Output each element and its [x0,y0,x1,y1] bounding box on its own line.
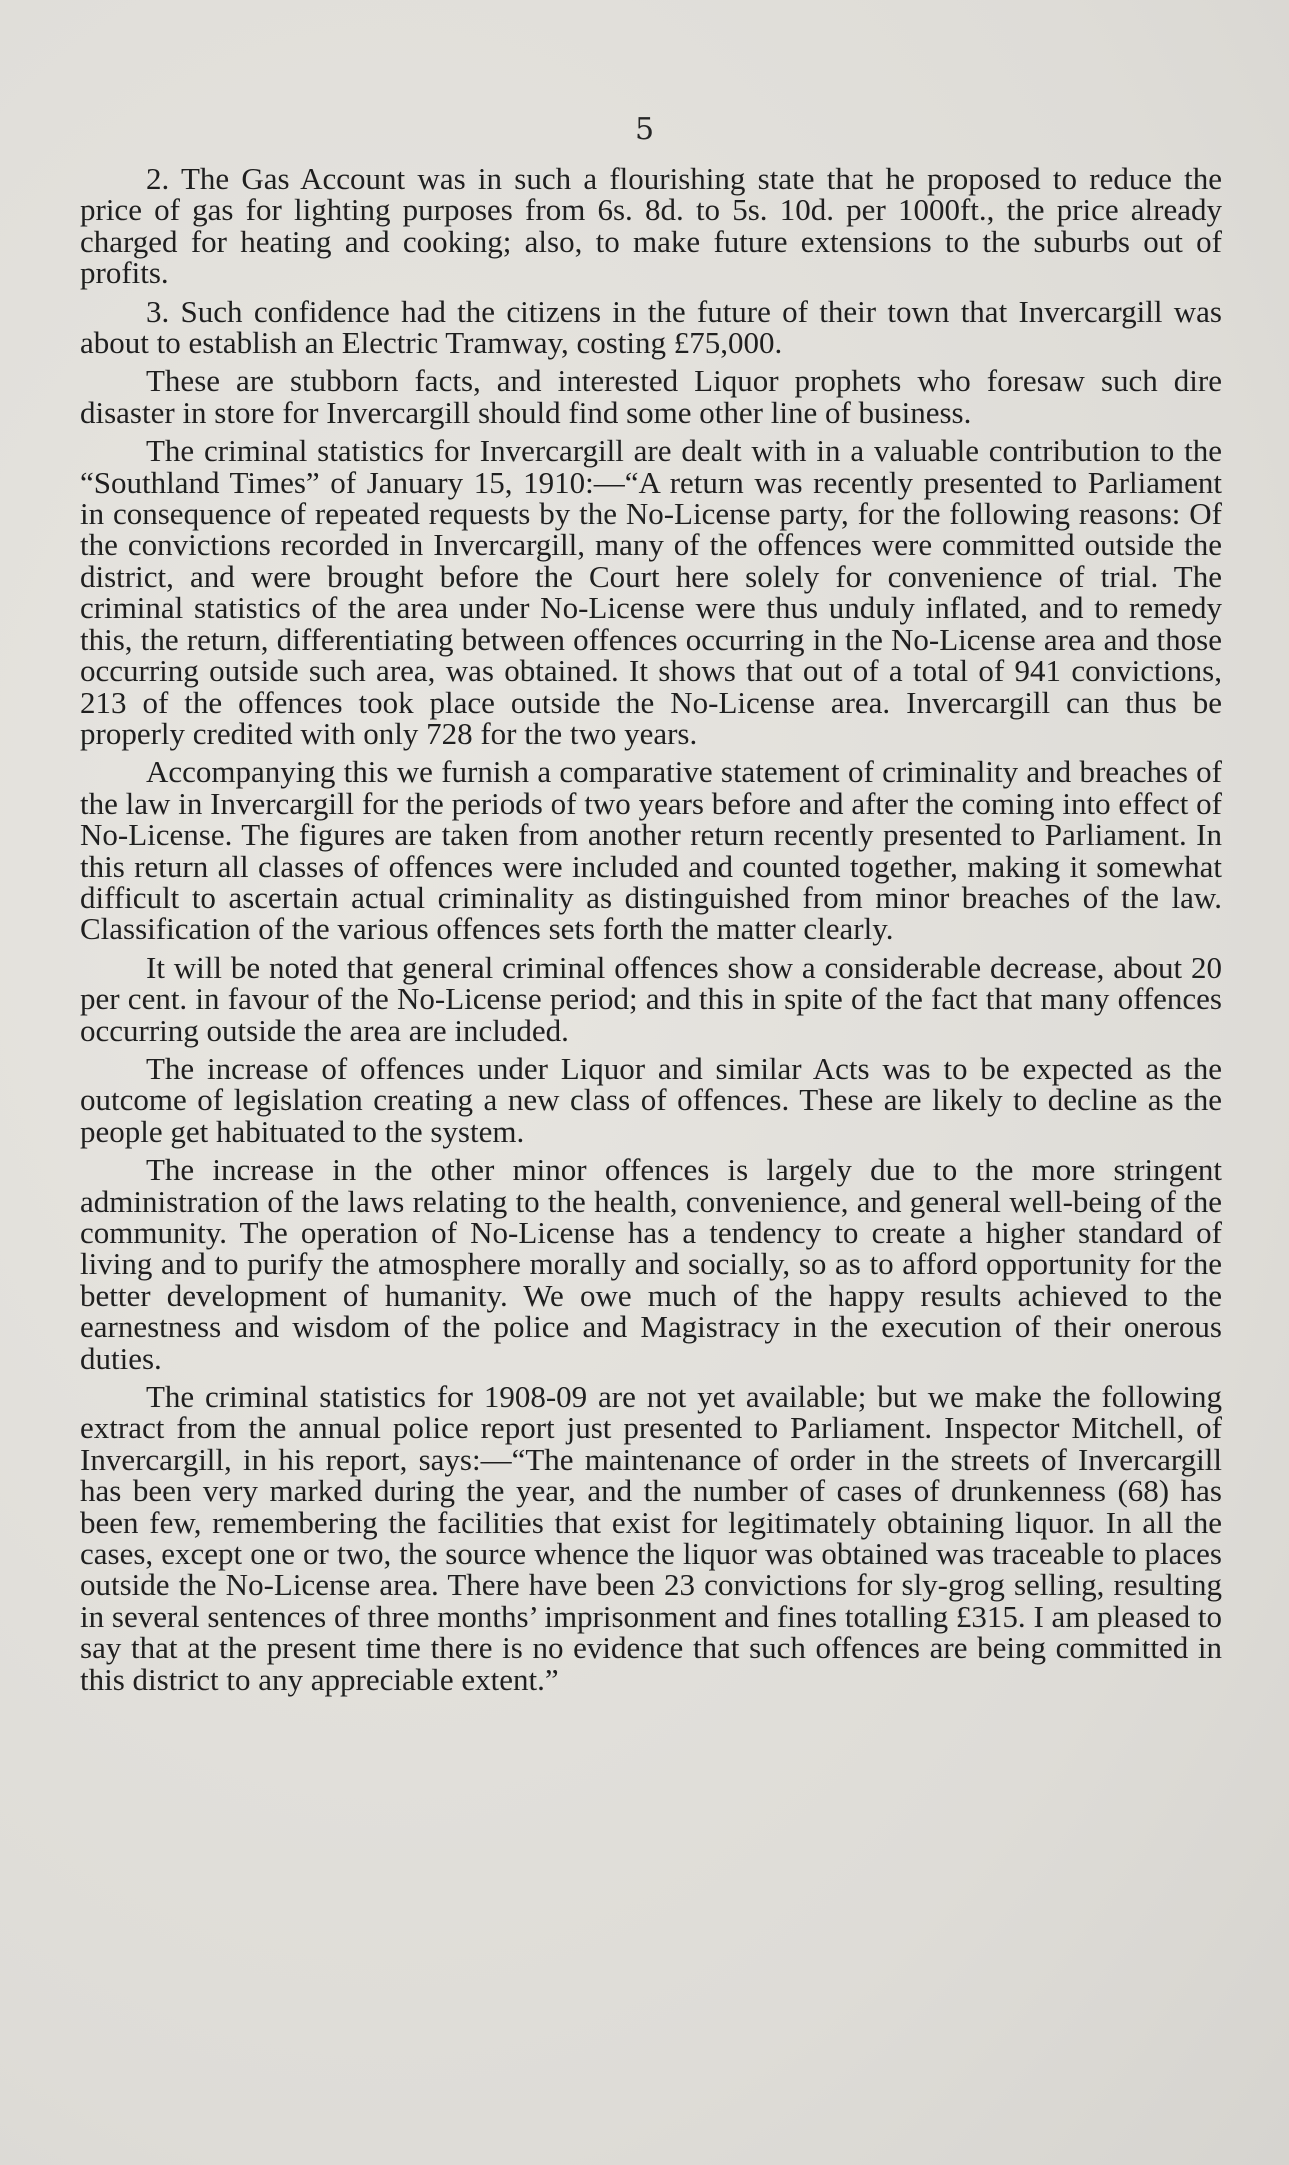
paragraph-minor-offences: The increase in the other minor offences is largely due to the more stringent administration of the laws relating to the health, convenience, and general well-being of the community. The operation of No-License has a tendency to create a higher standard of living and to purify the atmosphere morally and socially, so as to afford opportunity for the better development of humanity. We owe much of the happy results achieved to the earnestness and wisdom of the police and Magistracy in the execution of their onerous duties. [80,1152,1222,1376]
paragraph-general-offences: It will be noted that general criminal offences show a considerable decrease, about 20 per cent. in favour of the No-License period; and this in spite of the fact that many offences occurring outside the area are included. [80,949,1222,1048]
paragraph-police-report: The criminal statistics for 1908-09 are not yet available; but we make the following extract from the annual police report just presented to Parliament. Inspector Mitchell, of Invercargill, in his report, says:—“The maintenance of order in the streets of Invercargill has been very marked during the year, and the number of cases of drunkenness (68) has been few, remembering the facilities that exist for legitimately obtaining liquor. In all the cases, except one or two, the source whence the liquor was obtained was traceable to places outside the No-License area. There have been 23 convictions for sly-grog selling, resulting in several sentences of three months’ imprisonment and fines totalling £315. I am pleased to say that at the present time there is no evidence that such offences are being committed in this district to any appreciable extent.” [80,1379,1222,1697]
page-number: 5 [634,112,655,147]
body-text [80,163,1222,1702]
paragraph-liquor-acts: The increase of offences under Liquor and similar Acts was to be expected as the outcome of legislation creating a new class of offences. These are likely to decline as the people get habituated to the system. [80,1050,1222,1149]
paragraph-criminal-statistics: The criminal statistics for Invercargill are dealt with in a valuable contribution to the “Southland Times” of January 15, 1910:—“A return was recently presented to Parliament in consequence of repeated requests by the No-License party, for the following reasons: Of the convictions recorded in Invercargill, many of the offences were committed outside the district, and were brought before the Court here solely for convenience of trial. The criminal statistics of the area under No-License were thus unduly inflated, and to remedy this, the return, differentiating between offences occurring in the No-License area and those occurring outside such area, was obtained. It shows that out of a total of 941 convictions, 213 of the offences took place outside the No-License area. Invercargill can thus be properly credited with only 728 for the two years. [80,433,1222,751]
paragraph-comparative-statement: Accompanying this we furnish a comparative statement of criminality and breaches of the law in Invercargill for the periods of two years before and after the coming into effect of No-License. The figures are taken from another return recently presented to Parliament. In this return all classes of offences were included and counted together, making it somewhat difficult to ascertain actual criminality as distinguished from minor breaches of the law. Classification of the various offences sets forth the matter clearly. [80,754,1222,947]
paragraph-gas-account: 2. The Gas Account was in such a flourishing state that he proposed to reduce the price of gas for lighting purposes from 6s. 8d. to 5s. 10d. per 1000ft., the price already charged for heating and cooking; also, to make future extensions to the suburbs out of profits. [80,161,1222,291]
paragraph-stubborn-facts: These are stubborn facts, and interested Liquor prophets who foresaw such dire disaster in store for Invercargill should find some other line of business. [80,363,1222,430]
paragraph-electric-tramway: 3. Such confidence had the citizens in the future of their town that Invercargill was about to establish an Electric Tramway, costing £75,000. [80,293,1222,361]
